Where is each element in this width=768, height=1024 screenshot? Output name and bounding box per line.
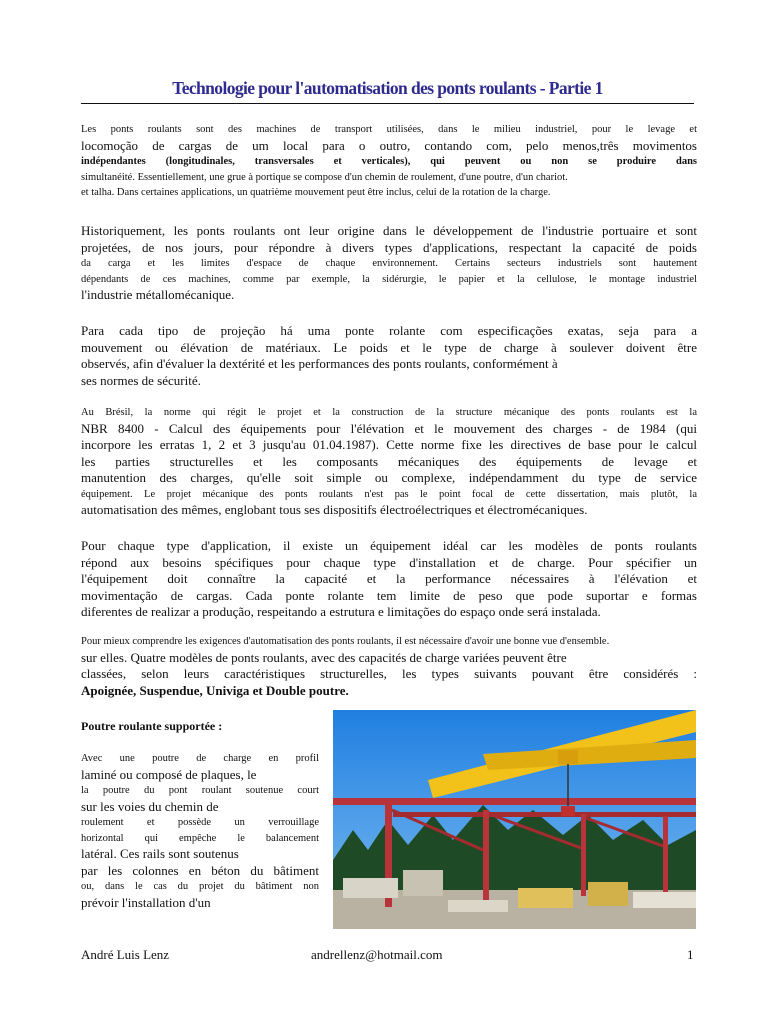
paragraph-norm bbox=[81, 405, 697, 519]
projection-line: observés, afin d'évaluer la dextérité et les performances des ponts roulants, conformément à bbox=[81, 356, 558, 371]
norm-line: NBR 8400 - Calcul des équipements pour l'élévation et le mouvement des charges - de 1984 (qui bbox=[81, 420, 697, 436]
intro-line: et talha. Dans certaines applications, un quatrième mouvement peut être inclus, celui de la rotation de la charge. bbox=[81, 187, 551, 198]
column-line: Avec une poutre de charge en profil bbox=[81, 753, 319, 764]
projection-line: Para cada tipo de projeção há uma ponte rolante com especificações exatas, seja para a bbox=[81, 323, 697, 338]
column-line: laminé ou composé de plaques, le bbox=[81, 766, 257, 782]
history-line: projetées, de nos jours, pour répondre à divers types d'applications, respectant la capacité de poids bbox=[81, 239, 697, 255]
column-line: horizontal qui empêche le balancement bbox=[81, 832, 319, 844]
history-line: da carga et les limites d'espace de chaque environnement. Certains secteurs industriels sont hautement bbox=[81, 258, 697, 269]
page-title: Technologie pour l'automatisation des ponts roulants - Partie 1 bbox=[172, 78, 603, 98]
column-text bbox=[81, 751, 319, 911]
paragraph-history bbox=[81, 223, 697, 304]
application-line: diferentes de realizar a produção, respeitando a estrutura e limitações do espaço onde será instalada. bbox=[81, 604, 601, 619]
models-line: Apoignée, Suspendue, Univiga et Double poutre. bbox=[81, 682, 349, 698]
footer-page-number: 1 bbox=[687, 947, 694, 962]
gantry-crane-photo bbox=[333, 710, 696, 929]
intro-line: Les ponts roulants sont des machines de transport utilisées, dans le milieu industriel, pour le levage et bbox=[81, 124, 697, 135]
history-line: dépendants de ces machines, comme par exemple, la sidérurgie, le papier et la cellulose, le montage industriel bbox=[81, 273, 697, 285]
norm-line: Au Brésil, la norme qui régit le projet et la construction de la structure mécanique des ponts roulants est la bbox=[81, 407, 697, 418]
projection-line: ses normes de sécurité. bbox=[81, 372, 201, 388]
application-line: Pour chaque type d'application, il existe un équipement idéal car les modèles de ponts roulants bbox=[81, 538, 697, 553]
paragraph-projection bbox=[81, 323, 697, 389]
column-line: roulement et possède un verrouillage bbox=[81, 817, 319, 828]
norm-line: manutention des charges, qu'elle soit simple ou complexe, indépendamment du type de service bbox=[81, 470, 697, 485]
models-line: Pour mieux comprendre les exigences d'automatisation des ponts roulants, il est nécessaire d'avoir une bonne vue d'ensemble. bbox=[81, 636, 610, 647]
intro-line: locomoção de cargas de um local para o outro, contando com, pelo menos,três movimentos bbox=[81, 137, 697, 153]
intro-line: indépendantes (longitudinales, transversales et verticales), qui peuvent ou non se produire dans bbox=[81, 156, 697, 167]
column-line: latéral. Ces rails sont soutenus bbox=[81, 846, 239, 861]
application-line: movimentação de cargas. Cada ponte rolante tem limite de peso que pode suportar e formas bbox=[81, 587, 697, 603]
norm-line: incorpore les erratas 1, 2 et 3 jusqu'au 01.04.1987). Cette norme fixe les directives de base pour le calcul bbox=[81, 437, 697, 452]
crane-illustration bbox=[333, 710, 696, 929]
paragraph-models bbox=[81, 634, 697, 699]
projection-line: mouvement ou élévation de matériaux. Le poids et le type de charge à soulever doivent être bbox=[81, 339, 697, 355]
footer-author: André Luis Lenz bbox=[81, 947, 170, 962]
history-line: l'industrie métallomécanique. bbox=[81, 287, 235, 302]
application-line: répond aux besoins spécifiques pour chaque type d'installation et de charge. Pour spécifier un bbox=[81, 554, 697, 570]
footer-email[interactable]: andrellenz@hotmail.com bbox=[311, 947, 443, 962]
intro-line: simultanéité. Essentiellement, une grue à portique se compose d'un chemin de roulement, d'une poutre, d'un chariot. bbox=[81, 171, 568, 183]
models-line: sur elles. Quatre modèles de ponts roulants, avec des capacités de charge variées peuvent être bbox=[81, 649, 567, 665]
models-line: classées, selon leurs caractéristiques structurelles, les types suivants pouvant être considérés : bbox=[81, 666, 697, 681]
column-line: sur les voies du chemin de bbox=[81, 798, 219, 814]
column-line: par les colonnes en béton du bâtiment bbox=[81, 862, 319, 878]
norm-line: les parties structurelles et les composants mécaniques des équipements de levage et bbox=[81, 453, 697, 469]
title-rule bbox=[81, 103, 694, 104]
column-line: ou, dans le cas du projet du bâtiment non bbox=[81, 881, 319, 892]
paragraph-application bbox=[81, 538, 697, 621]
history-line: Historiquement, les ponts roulants ont leur origine dans le développement de l'industrie portuaire et sont bbox=[81, 223, 697, 238]
application-line: l'équipement doit connaître la capacité et la performance nécessaires à l'élévation et bbox=[81, 571, 697, 586]
column-line: la poutre du pont roulant soutenue court bbox=[81, 785, 319, 796]
column-line: prévoir l'installation d'un bbox=[81, 894, 211, 910]
norm-line: automatisation des mêmes, englobant tous ses dispositifs électroélectriques et électromécaniques. bbox=[81, 502, 588, 517]
section-subheading: Poutre roulante supportée : bbox=[81, 719, 223, 733]
paragraph-intro bbox=[81, 122, 697, 201]
norm-line: équipement. Le projet mécanique des ponts roulants n'est pas le point focal de cette dissertation, mais plutôt, la bbox=[81, 488, 697, 500]
